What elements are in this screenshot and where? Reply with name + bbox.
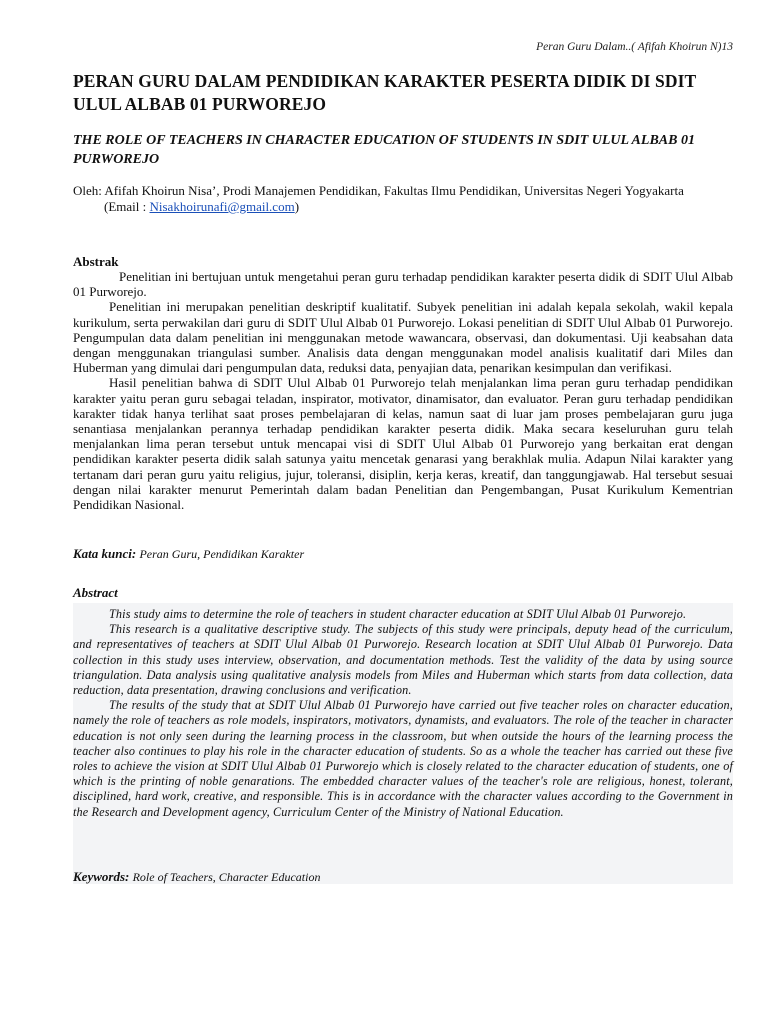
abstrak-paragraph: Hasil penelitian bahwa di SDIT Ulul Albab 01 Purworejo telah menjalankan lima peran guru terhadap pendidikan karakter yaitu peran guru sebagai teladan, inspirator, motivator, dinamisator, dan evaluator. Peran guru terhadap pendidikan karakter tidak hanya terlihat saat proses pembelajaran di kelas, namun saat di luar jam proses pembelajaran guru juga senantiasa menjalankan perannya terhadap pendidikan karakter peserta didik. Maka secara keseluruhan guru telah menjalankan lima peran tersebut untuk mencapai visi di SDIT Ulul Albab 01 Purworejo yang berkaitan erat dengan pendidikan karakter peserta didik salah satunya yaitu mencetak genarasi yang berakhlak mulia. Adapun Nilai karakter yang tertanam dari peran guru yaitu religius, jujur, toleransi, disiplin, kerja keras, kreatif, dan tanggungjawab. Hal tersebut sesuai dengan nilai karakter menurut Pemerintah dalam badan Penelitian dan Pengembangan, Pusat Kurikulum Kementrian Pendidikan Nasional. [73, 375, 733, 513]
kata-kunci-label: Kata kunci: [73, 546, 137, 561]
running-head: Peran Guru Dalam..( Afifah Khoirun N)13 [536, 41, 733, 53]
email-suffix: ) [294, 199, 300, 214]
abstract-body [73, 607, 733, 820]
keywords-label: Keywords: [73, 869, 130, 884]
paper-title: PERAN GURU DALAM PENDIDIKAN KARAKTER PESERTA DIDIK DI SDIT ULUL ALBAB 01 PURWOREJO [73, 71, 696, 114]
author-line: Oleh: Afifah Khoirun Nisa’, Prodi Manajemen Pendidikan, Fakultas Ilmu Pendidikan, Universitas Negeri Yogyakarta [73, 183, 684, 198]
keywords [73, 869, 320, 885]
abstrak-paragraph: Penelitian ini bertujuan untuk mengetahui peran guru terhadap pendidikan karakter peserta didik di SDIT Ulul Albab 01 Purworejo. [73, 269, 733, 300]
abstrak-body [73, 269, 733, 512]
email-prefix: (Email : [104, 199, 150, 214]
email-line [73, 199, 733, 215]
kata-kunci-value: Peran Guru, Pendidikan Karakter [139, 547, 305, 561]
abstract-paragraph: This research is a qualitative descriptive study. The subjects of this study were principals, deputy head of the curriculum, and representatives of teachers at SDIT Ulul Albab 01 Purworejo. Research location at SDIT Ulul Albab 01 Purworejo. Data collection in this study uses interview, observation, and documentation methods. Test the validity of the data by using source triangulation. Data analysis using qualitative analysis models from Miles and Huberman which starts from data collection, data reduction, data presentation, drawing conclusions and verification. [73, 622, 733, 698]
email-link[interactable]: Nisakhoirunafi@gmail.com [149, 199, 295, 214]
abstrak-paragraph: Penelitian ini merupakan penelitian deskriptif kualitatif. Subyek penelitian ini adalah kepala sekolah, wakil kepala kurikulum, serta perwakilan dari guru di SDIT Ulul Albab 01 Purworejo. Lokasi penelitian di SDIT Ulul Albab 01 Purworejo. Pengumpulan data dalam penelitian ini menggunakan metode wawancara, observasi, dan dokumentasi. Uji keabsahan data dengan menggunakan triangulasi sumber. Analisis data dengan menggunakan model analisis kualitatif dari Miles dan Huberman yang dimulai dari pengumpulan data, reduksi data, penyajian data, penarikan kesimpulan dan verifikasi. [73, 299, 733, 376]
abstrak-heading: Abstrak [73, 254, 119, 269]
abstract-paragraph: This study aims to determine the role of teachers in student character education at SDIT Ulul Albab 01 Purworejo. [109, 607, 687, 621]
kata-kunci [73, 546, 304, 562]
keywords-value: Role of Teachers, Character Education [132, 870, 321, 884]
paper-subtitle: THE ROLE OF TEACHERS IN CHARACTER EDUCATION OF STUDENTS IN SDIT ULUL ALBAB 01 PURWOREJO [73, 133, 695, 167]
abstract-heading: Abstract [73, 585, 118, 600]
author-block [73, 183, 733, 215]
abstract-paragraph: The results of the study that at SDIT Ulul Albab 01 Purworejo have carried out five teacher roles on character education, namely the role of teachers as role models, inspirators, motivators, dynamists, and evaluators. The role of the teacher in character education is not only seen during the learning process in the classroom, but when outside the hours of the learning process the teacher also continues to play his role in the character education of students. So as a whole the teacher has carried out these five roles to achieve the vision at SDIT Ulul Albab 01 Purworejo which is closely related to the character education of students, one of which is the printing of noble genarations. The embedded character values of the teacher's role are religious, honest, tolerant, disciplined, hard work, creative, and responsible. This is in accordance with the character values according to the Government in the Research and Development agency, Curriculum Center of the Ministry of National Education. [73, 698, 733, 819]
